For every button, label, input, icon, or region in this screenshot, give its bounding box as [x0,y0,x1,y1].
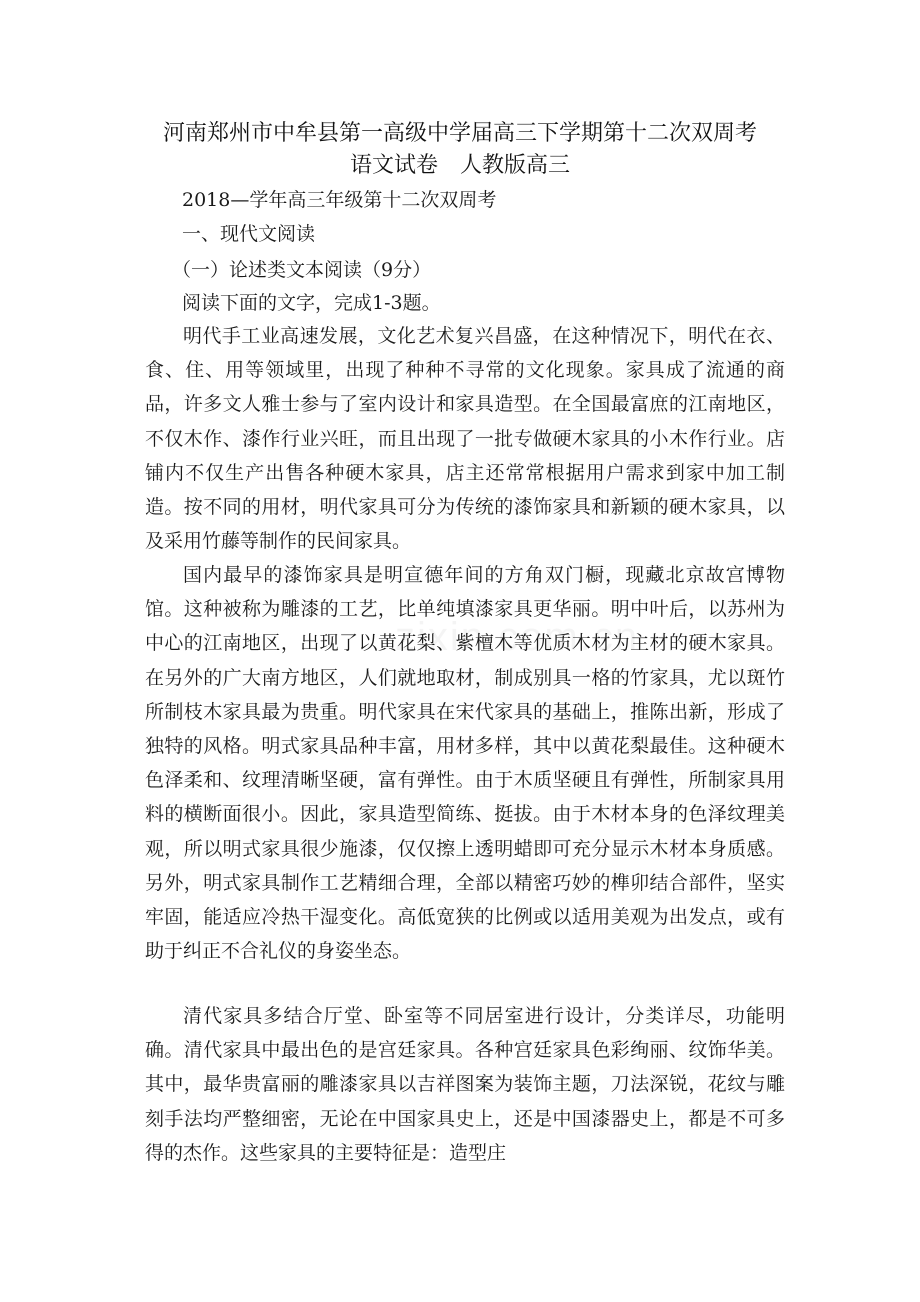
exam-subtitle: 2018—学年高三年级第十二次双周考 [182,189,497,211]
paragraph-2: 国内最早的漆饰家具是明宣德年间的方角双门橱，现藏北京故宫博物馆。这种被称为雕漆的工艺，比单纯填漆家具更华丽。明中叶后，以苏州为中心的江南地区，出现了以黄花梨、紫檀木等优质木材为主材的硬木家具。在另外的广大南方地区，人们就地取材，制成别具一格的竹家具，尤以斑竹所制枝木家具最为贵重。明代家具在宋代家具的基础上，推陈出新，形成了独特的风格。明式家具品种丰富，用材多样，其中以黄花梨最佳。这种硬木色泽柔和、纹理清晰坚硬，富有弹性。由于木质坚硬且有弹性，所制家具用料的横断面很小。因此，家具造型简练、挺拔。由于木材本身的色泽纹理美观，所以明式家具很少施漆，仅仅擦上透明蜡即可充分显示木材本身质感。另外，明式家具制作工艺精细合理，全部以精密巧妙的榫卯结合部件，坚实牢固，能适应冷热干湿变化。高低宽狭的比例或以适用美观为出发点，或有助于纠正不合礼仪的身姿坐态。 [145,564,785,963]
document-title-line2: 语文试卷 人教版高三 [349,153,570,178]
subsection-heading: （一）论述类文本阅读（9分） [172,259,432,281]
paragraph-3: 清代家具多结合厅堂、卧室等不同居室进行设计，分类详尽，功能明确。清代家具中最出色的是宫廷家具。各种宫廷家具色彩绚丽、纹饰华美。其中，最华贵富丽的雕漆家具以吉祥图案为装饰主题，刀法深锐，花纹与雕刻手法均严整细密，无论在中国家具史上，还是中国漆器史上，都是不可多得的杰作。这些家具的主要特征是：造型庄 [145,1005,785,1164]
paragraph-1: 明代手工业高速发展，文化艺术复兴昌盛，在这种情况下，明代在衣、食、住、用等领域里，出现了种种不寻常的文化现象。家具成了流通的商品，许多文人雅士参与了室内设计和家具造型。在全国最富庶的江南地区，不仅木作、漆作行业兴旺，而且出现了一批专做硬木家具的小木作行业。店铺内不仅生产出售各种硬木家具，店主还常常根据用户需求到家中加工制造。按不同的用材，明代家具可分为传统的漆饰家具和新颖的硬木家具，以及采用竹藤等制作的民间家具。 [145,325,785,553]
section-heading: 一、现代文阅读 [182,223,316,245]
reading-instruction: 阅读下面的文字，完成1-3题。 [182,292,441,314]
watermark-text [395,615,639,660]
document-title-line1: 河南郑州市中牟县第一高级中学届高三下学期第十二次双周考 [162,121,757,146]
